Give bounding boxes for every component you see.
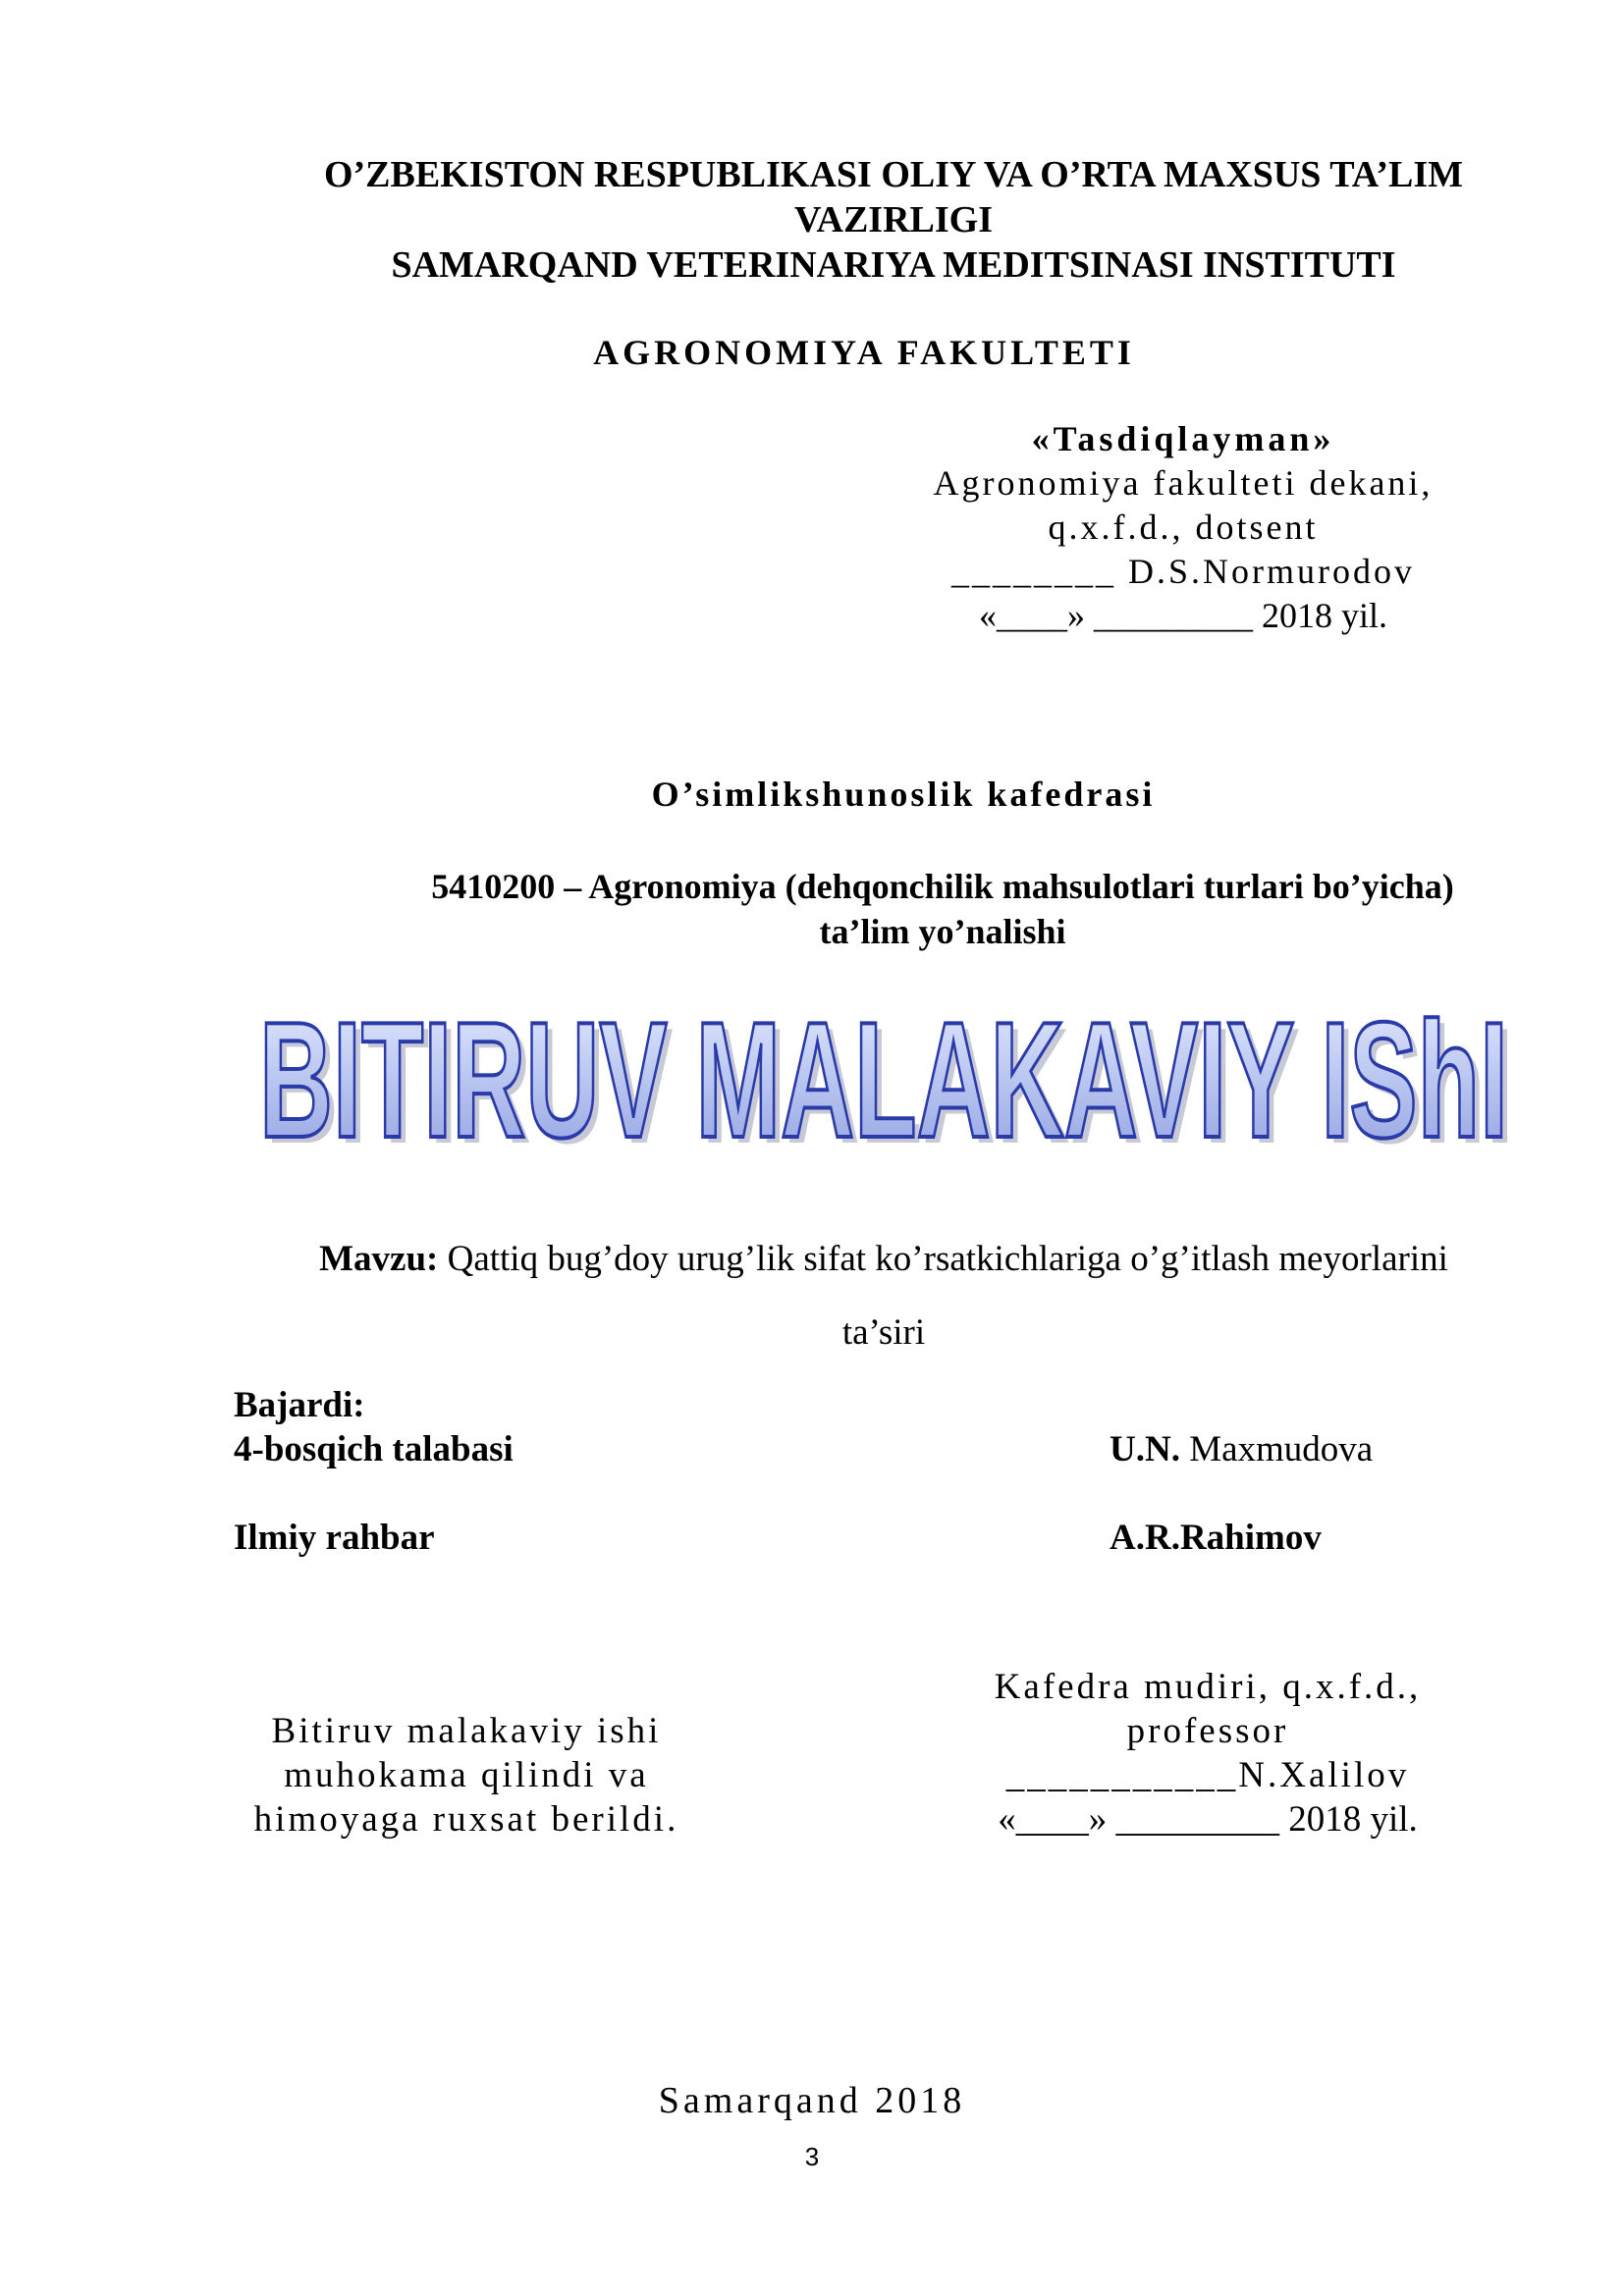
direction-line-2: ta’lim yo’nalishi	[819, 912, 1066, 951]
head-title: professor	[1126, 1711, 1289, 1751]
ministry-heading	[157, 152, 1624, 242]
head-of-department-block	[952, 1665, 1463, 1842]
performer-label: Bajardi:	[234, 1385, 365, 1425]
performer-initials: U.N.	[1110, 1429, 1180, 1469]
discussion-note	[231, 1709, 702, 1842]
performer-surname: Maxmudova	[1179, 1429, 1374, 1469]
supervisor-name: A.R.Rahimov	[1110, 1518, 1322, 1558]
topic-line-1	[236, 1222, 1532, 1296]
page-number: 3	[804, 2142, 820, 2171]
approval-degree: q.x.f.d., dotsent	[1048, 507, 1319, 547]
ministry-line-2: VAZIRLIGI	[793, 199, 994, 240]
head-date-line: «____» _________ 2018 yil.	[998, 1799, 1418, 1840]
city-year: Samarqand 2018	[658, 2080, 966, 2121]
topic-text-1: Qattiq bug’doy urug’lik sifat ko’rsatkichlariga o’g’itlash meyorlarini	[438, 1239, 1448, 1279]
approval-title: «Tasdiqlayman»	[1031, 419, 1335, 458]
topic-line-2: ta’siri	[841, 1312, 926, 1353]
head-position: Kafedra mudiri, q.x.f.d.,	[994, 1667, 1422, 1707]
banner-shadow: BITIRUV MALAKAVIY IShI	[265, 993, 1514, 1158]
discussion-line-3: himoyaga ruxsat berildi.	[253, 1799, 679, 1840]
thesis-topic	[236, 1222, 1532, 1369]
thesis-banner	[245, 982, 1522, 1158]
faculty-name: AGRONOMIYA FAKULTETI	[593, 333, 1135, 372]
topic-label: Mavzu:	[319, 1239, 439, 1279]
supervisor-label: Ilmiy rahbar	[234, 1518, 435, 1558]
ministry-line-1: O’ZBEKISTON RESPUBLIKASI OLIY VA O’RTA MAXSUS TA’LIM	[323, 154, 1464, 195]
institute-name: SAMARQAND VETERINARIYA MEDITSINASI INSTITUTI	[391, 244, 1396, 286]
approval-block	[864, 417, 1502, 638]
approval-signature-line: ________ D.S.Normurodov	[951, 552, 1415, 591]
department-name: O’simlikshunoslik kafedrasi	[651, 774, 1156, 814]
head-signature-line: ___________N.Xalilov	[1005, 1755, 1410, 1795]
approval-position: Agronomiya fakulteti dekani,	[933, 463, 1434, 503]
discussion-line-2: muhokama qilindi va	[284, 1755, 649, 1795]
education-direction	[295, 864, 1591, 954]
direction-line-1: 5410200 – Agronomiya (dehqonchilik mahsulotlari turlari bo’yicha)	[431, 867, 1454, 906]
banner-text: BITIRUV MALAKAVIY IShI	[259, 988, 1508, 1158]
performer-name	[1110, 1428, 1373, 1470]
discussion-line-1: Bitiruv malakaviy ishi	[271, 1711, 662, 1751]
approval-date-line: «____» _________ 2018 yil.	[978, 596, 1387, 635]
performer-role: 4-bosqich talabasi	[234, 1429, 514, 1469]
